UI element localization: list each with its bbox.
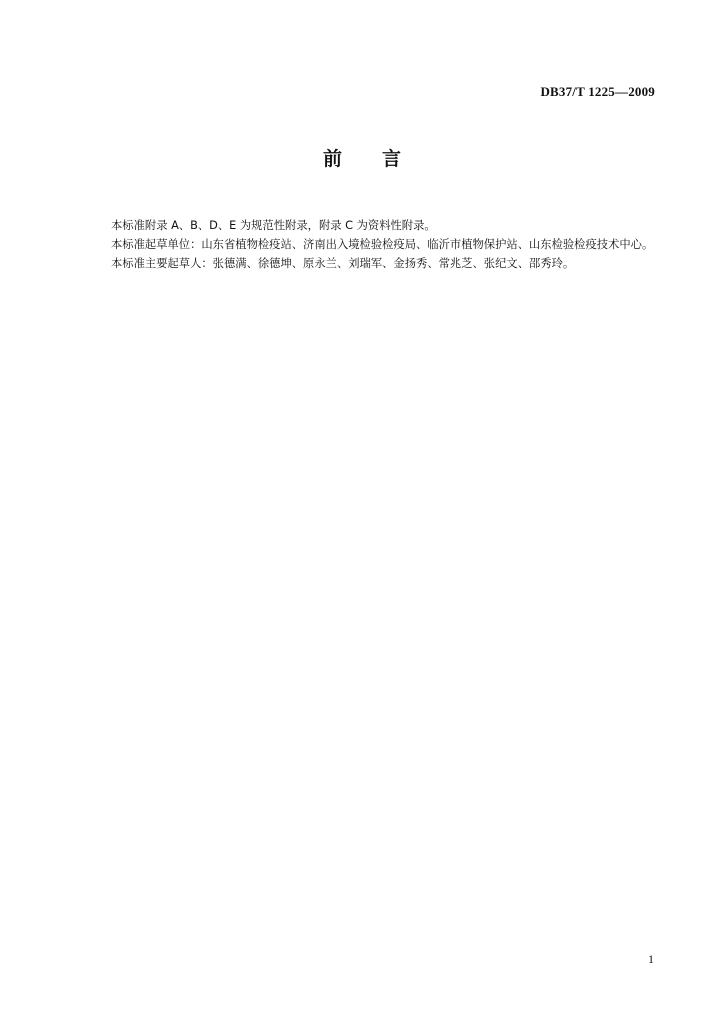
page-number: 1 [648, 952, 654, 966]
standard-code: DB37/T 1225—2009 [540, 84, 655, 99]
paragraph-appendix-note: 本标准附录 A、B、D、E 为规范性附录，附录 C 为资料性附录。 [111, 219, 436, 232]
paragraph-drafters: 本标准主要起草人：张德满、徐德坤、原永兰、刘瑞军、金扬秀、常兆芝、张纪文、邵秀玲。 [111, 257, 575, 270]
title-char-2: 言 [382, 148, 442, 170]
section-title-foreword [0, 144, 724, 171]
title-char-1: 前 [322, 148, 382, 170]
paragraph-drafting-units: 本标准起草单位：山东省植物检疫站、济南出入境检验检疫局、临沂市植物保护站、山东检验检疫技术中心。 [111, 238, 654, 251]
foreword-body [88, 216, 658, 273]
